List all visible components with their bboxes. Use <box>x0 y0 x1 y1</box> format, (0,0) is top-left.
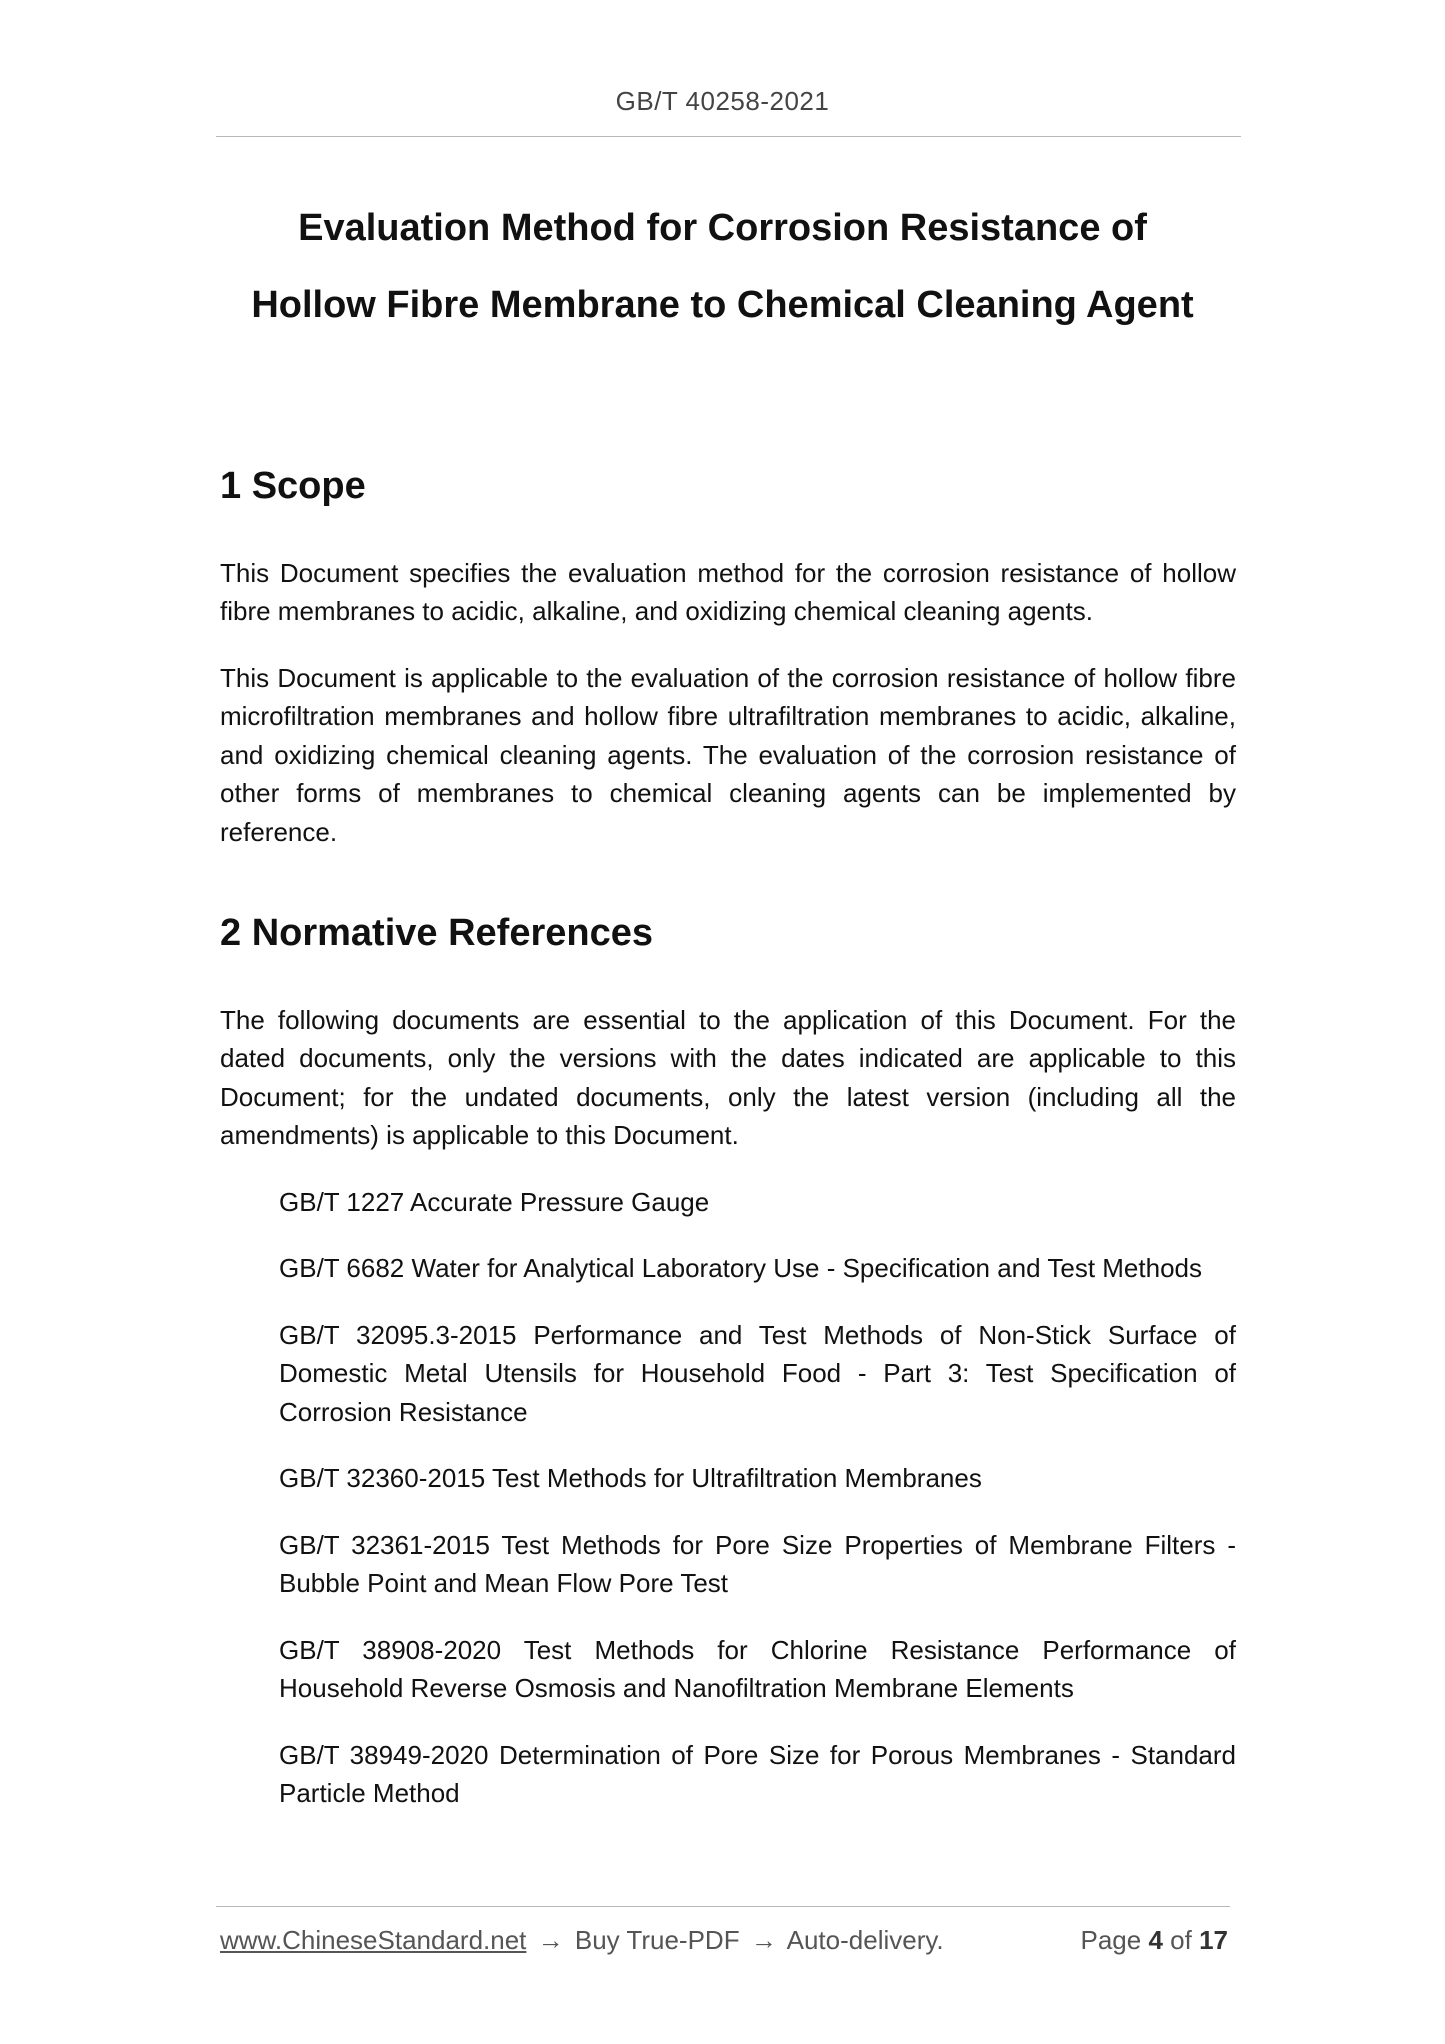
reference-item-gbt-32361: GB/T 32361-2015 Test Methods for Pore Size Properties of Membrane Filters - Bubble Point and Mean Flow Pore Test <box>279 1529 1236 1599</box>
arrow-right-icon: → <box>537 1925 564 1955</box>
page-footer <box>220 1925 1228 1956</box>
footer-divider <box>216 1906 1230 1907</box>
reference-item-gbt-1227: GB/T 1227 Accurate Pressure Gauge <box>279 1186 710 1217</box>
document-title <box>0 190 1445 344</box>
buy-true-pdf-text: Buy True-PDF <box>574 1925 740 1955</box>
section-heading-scope: 1 Scope <box>220 465 366 507</box>
scope-paragraph-2: This Document is applicable to the evaluation of the corrosion resistance of hollow fibre microfiltration membranes and hollow fibre ultrafiltration membranes to acidic, alkaline, and oxidizing chemical cleaning agents. The evaluation of the corrosion resistance of other forms of membranes to chemical cleaning agents can be implemented by reference. <box>220 662 1236 847</box>
section-scope <box>220 464 1236 851</box>
reference-item-gbt-32095-3: GB/T 32095.3-2015 Performance and Test Methods of Non-Stick Surface of Domestic Metal Utensils for Household Food - Part 3: Test Specification of Corrosion Resistance <box>279 1319 1236 1427</box>
section-heading-normative-references: 2 Normative References <box>220 912 653 955</box>
reference-item-gbt-32360: GB/T 32360-2015 Test Methods for Ultrafiltration Membranes <box>279 1463 982 1494</box>
website-link[interactable]: www.ChineseStandard.net <box>220 1925 527 1955</box>
document-title-line-1: Evaluation Method for Corrosion Resistance of <box>298 207 1147 249</box>
page-total: 17 <box>1199 1925 1228 1955</box>
running-header: GB/T 40258-2021 <box>615 86 830 116</box>
reference-item-gbt-6682: GB/T 6682 Water for Analytical Laboratory Use - Specification and Test Methods <box>279 1253 1202 1284</box>
section-normative-references <box>220 911 1236 1813</box>
document-title-line-2: Hollow Fibre Membrane to Chemical Cleaning Agent <box>251 284 1194 326</box>
reference-list <box>220 1183 1236 1813</box>
arrow-right-icon: → <box>750 1925 777 1955</box>
page-label: Page <box>1080 1925 1142 1955</box>
auto-delivery-text: Auto-delivery. <box>786 1925 944 1955</box>
page-current: 4 <box>1148 1925 1163 1955</box>
page-of-label: of <box>1170 1925 1192 1955</box>
normative-references-intro: The following documents are essential to the application of this Document. For the dated documents, only the versions with the dates indicated are applicable to this Document; for the undated documents, only the latest version (including all the amendments) is applicable to this Document. <box>220 1004 1236 1151</box>
reference-item-gbt-38908: GB/T 38908-2020 Test Methods for Chlorine Resistance Performance of Household Reverse Osmosis and Nanofiltration Membrane Elements <box>279 1634 1236 1704</box>
header-divider <box>216 136 1241 137</box>
footer-promo <box>220 1925 944 1956</box>
document-body <box>220 464 1236 1841</box>
scope-paragraph-1: This Document specifies the evaluation method for the corrosion resistance of hollow fibre membranes to acidic, alkaline, and oxidizing chemical cleaning agents. <box>220 557 1236 627</box>
page-number <box>1080 1925 1228 1956</box>
reference-item-gbt-38949: GB/T 38949-2020 Determination of Pore Size for Porous Membranes - Standard Particle Method <box>279 1739 1236 1809</box>
